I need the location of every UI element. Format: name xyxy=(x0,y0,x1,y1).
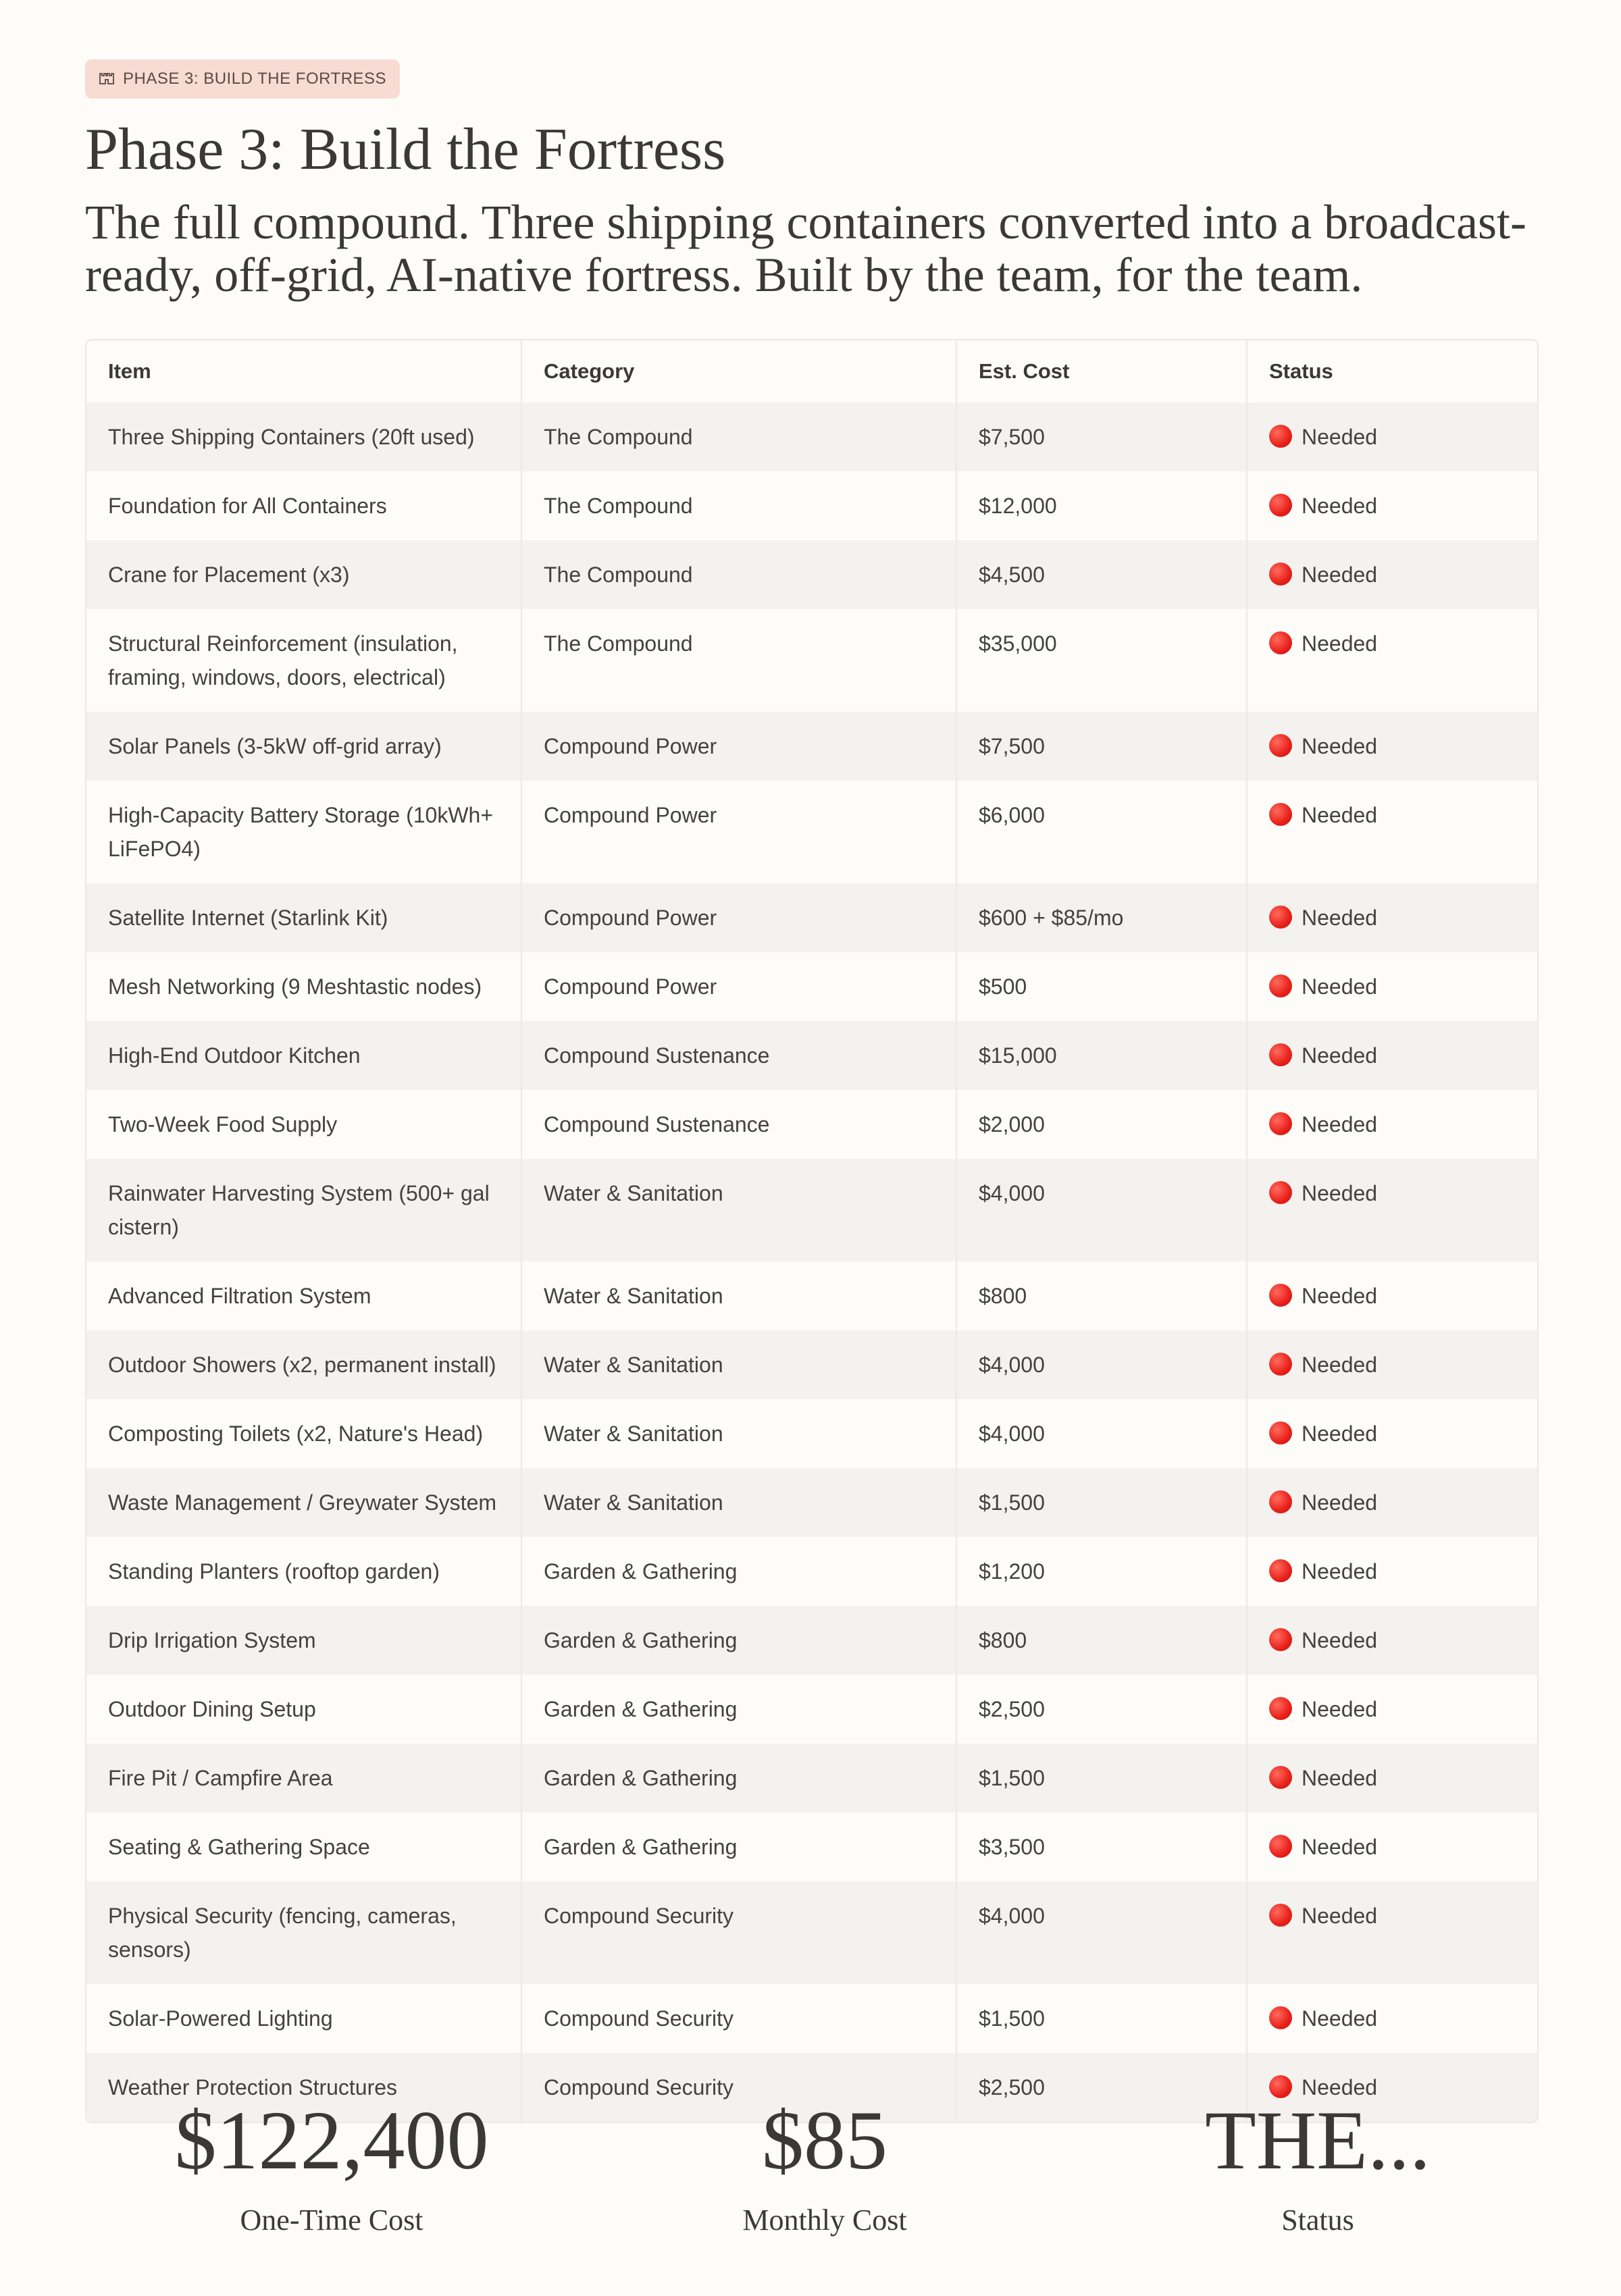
category-cell: Water & Sanitation xyxy=(521,1159,956,1261)
table-row xyxy=(86,1261,1537,1330)
red-circle-icon xyxy=(1269,1112,1292,1135)
status-cell xyxy=(1247,471,1537,540)
badge-label: PHASE 3: BUILD THE FORTRESS xyxy=(123,70,387,88)
status-cell xyxy=(1247,1537,1537,1606)
red-circle-icon xyxy=(1269,1353,1292,1376)
cost-cell: $800 xyxy=(956,1261,1247,1330)
category-cell: Compound Sustenance xyxy=(521,1021,956,1090)
status-label: Needed xyxy=(1302,1835,1378,1859)
status-label: Needed xyxy=(1302,1353,1378,1377)
status-cell xyxy=(1247,540,1537,609)
category-cell: Compound Power xyxy=(521,712,956,781)
status-label: Needed xyxy=(1302,1490,1378,1515)
table-row xyxy=(86,1468,1537,1537)
status-cell xyxy=(1247,1261,1537,1330)
page-subtitle: The full compound. Three shipping containers converted into a broadcast-ready, off-grid, AI-native fortress. Built by the team, for the team. xyxy=(85,195,1527,302)
status-label: Needed xyxy=(1302,2006,1378,2031)
category-cell: Compound Power xyxy=(521,883,956,952)
red-circle-icon xyxy=(1269,1043,1292,1066)
status-label: Needed xyxy=(1302,1697,1378,1721)
item-cell: Waste Management / Greywater System xyxy=(86,1468,521,1537)
cost-cell: $600 + $85/mo xyxy=(956,883,1247,952)
table-row xyxy=(86,1606,1537,1675)
red-circle-icon xyxy=(1269,425,1292,448)
category-cell: Water & Sanitation xyxy=(521,1261,956,1330)
item-cell: Composting Toilets (x2, Nature's Head) xyxy=(108,1421,484,1446)
status-label: Needed xyxy=(1302,906,1378,930)
stat-status xyxy=(1071,2093,1564,2241)
red-circle-icon xyxy=(1269,1421,1292,1444)
status-cell xyxy=(1247,781,1537,883)
status-cell xyxy=(1247,1090,1537,1159)
status-cell xyxy=(1247,1330,1537,1399)
status-label: Needed xyxy=(1302,494,1378,518)
cost-cell: $4,500 xyxy=(956,540,1247,609)
stat-label: Status xyxy=(1281,2203,1354,2237)
category-cell: Garden & Gathering xyxy=(521,1744,956,1812)
cost-table xyxy=(85,339,1539,2123)
red-circle-icon xyxy=(1269,734,1292,757)
item-cell: Satellite Internet (Starlink Kit) xyxy=(86,883,521,952)
status-label: Needed xyxy=(1302,1628,1378,1652)
cost-cell: $500 xyxy=(956,952,1247,1021)
table-row xyxy=(86,1537,1537,1606)
status-cell xyxy=(1247,1675,1537,1744)
cost-cell: $7,500 xyxy=(956,402,1247,471)
status-cell xyxy=(1247,1744,1537,1812)
table-row xyxy=(86,1159,1537,1261)
table-row xyxy=(86,1021,1537,1090)
red-circle-icon xyxy=(1269,1697,1292,1720)
cost-cell: $12,000 xyxy=(956,471,1247,540)
red-circle-icon xyxy=(1269,1766,1292,1789)
status-cell xyxy=(1247,712,1537,781)
item-cell: Weather Protection Structures xyxy=(86,2053,521,2122)
category-cell: Compound Security xyxy=(521,2053,956,2122)
cost-cell: $1,200 xyxy=(956,1537,1247,1606)
red-circle-icon xyxy=(1269,563,1292,585)
category-cell: Compound Power xyxy=(521,781,956,883)
summary-stats xyxy=(85,2093,1564,2241)
phase-badge xyxy=(85,59,400,99)
column-header-category: Category xyxy=(521,340,956,402)
stat-one-time-cost xyxy=(85,2093,578,2241)
table-row xyxy=(86,1984,1537,2053)
cost-cell: $3,500 xyxy=(956,1812,1247,1881)
table-row xyxy=(86,1330,1537,1399)
cost-cell: $7,500 xyxy=(956,712,1247,781)
item-cell: Two-Week Food Supply xyxy=(108,1112,338,1137)
category-cell: Water & Sanitation xyxy=(521,1330,956,1399)
status-label: Needed xyxy=(1302,1766,1378,1790)
table-row xyxy=(86,1399,1537,1468)
item-cell: Physical Security (fencing, cameras, sensors) xyxy=(86,1881,521,1984)
red-circle-icon xyxy=(1269,1904,1292,1927)
item-cell: Solar-Powered Lighting xyxy=(108,2006,333,2031)
status-label: Needed xyxy=(1302,974,1378,999)
table-row xyxy=(86,471,1537,540)
status-label: Needed xyxy=(1302,734,1378,758)
category-cell: Garden & Gathering xyxy=(521,1812,956,1881)
category-cell: Compound Sustenance xyxy=(521,1090,956,1159)
cost-cell: $2,500 xyxy=(956,2053,1247,2122)
table-row xyxy=(86,1881,1537,1984)
cost-cell: $1,500 xyxy=(956,1744,1247,1812)
item-cell: Outdoor Showers (x2, permanent install) xyxy=(86,1330,521,1399)
castle-icon xyxy=(99,70,115,88)
stat-value: THE... xyxy=(1204,2094,1431,2187)
item-cell: Drip Irrigation System xyxy=(86,1606,521,1675)
status-cell xyxy=(1247,952,1537,1021)
status-cell xyxy=(1247,1984,1537,2053)
category-cell: Water & Sanitation xyxy=(521,1468,956,1537)
item-cell: Three Shipping Containers (20ft used) xyxy=(86,402,521,471)
cost-cell: $6,000 xyxy=(956,781,1247,883)
status-label: Needed xyxy=(1302,803,1378,827)
table-row xyxy=(86,883,1537,952)
category-cell: Garden & Gathering xyxy=(521,1675,956,1744)
item-cell: Structural Reinforcement (insulation, framing, windows, doors, electrical) xyxy=(108,631,458,689)
item-cell: High-Capacity Battery Storage (10kWh+ LiFePO4) xyxy=(108,803,494,861)
red-circle-icon xyxy=(1269,1628,1292,1651)
item-cell: Mesh Networking (9 Meshtastic nodes) xyxy=(108,974,482,999)
table-row xyxy=(86,1744,1537,1812)
cost-cell: $1,500 xyxy=(956,1468,1247,1537)
status-cell xyxy=(1247,609,1537,712)
item-cell: Outdoor Dining Setup xyxy=(108,1697,316,1721)
red-circle-icon xyxy=(1269,974,1292,997)
cost-cell: $1,500 xyxy=(956,1984,1247,2053)
red-circle-icon xyxy=(1269,1181,1292,1204)
stat-label: Monthly Cost xyxy=(742,2203,907,2237)
status-label: Needed xyxy=(1302,425,1378,449)
category-cell: Compound Power xyxy=(521,952,956,1021)
category-cell: Water & Sanitation xyxy=(521,1399,956,1468)
item-cell: Fire Pit / Campfire Area xyxy=(86,1744,521,1812)
item-cell: Foundation for All Containers xyxy=(108,494,387,518)
table-row xyxy=(86,540,1537,609)
table-row xyxy=(86,952,1537,1021)
status-cell xyxy=(1247,1812,1537,1881)
column-header-cost: Est. Cost xyxy=(956,340,1247,402)
stat-value: $122,400 xyxy=(174,2094,489,2187)
item-cell: Standing Planters (rooftop garden) xyxy=(108,1559,440,1584)
item-cell: Advanced Filtration System xyxy=(108,1284,371,1308)
table-row xyxy=(86,712,1537,781)
item-cell: Solar Panels (3-5kW off-grid array) xyxy=(86,712,521,781)
item-cell: High-End Outdoor Kitchen xyxy=(86,1021,521,1090)
table-row xyxy=(86,1675,1537,1744)
stat-label: One-Time Cost xyxy=(240,2203,423,2237)
cost-cell: $15,000 xyxy=(956,1021,1247,1090)
cost-cell: $35,000 xyxy=(956,609,1247,712)
table-row xyxy=(86,609,1537,712)
status-label: Needed xyxy=(1302,1284,1378,1308)
red-circle-icon xyxy=(1269,1284,1292,1307)
cost-cell: $4,000 xyxy=(956,1159,1247,1261)
red-circle-icon xyxy=(1269,803,1292,826)
status-cell xyxy=(1247,1606,1537,1675)
status-cell xyxy=(1247,1399,1537,1468)
cost-cell: $4,000 xyxy=(956,1330,1247,1399)
status-label: Needed xyxy=(1302,2075,1378,2099)
category-cell: Garden & Gathering xyxy=(521,1606,956,1675)
red-circle-icon xyxy=(1269,906,1292,929)
stat-monthly-cost xyxy=(578,2093,1071,2241)
table-row xyxy=(86,1812,1537,1881)
category-cell: The Compound xyxy=(521,540,956,609)
cost-cell: $4,000 xyxy=(956,1881,1247,1984)
status-cell xyxy=(1247,1881,1537,1984)
status-cell xyxy=(1247,1021,1537,1090)
table-row xyxy=(86,1090,1537,1159)
cost-cell: $800 xyxy=(956,1606,1247,1675)
status-label: Needed xyxy=(1302,631,1378,656)
status-label: Needed xyxy=(1302,1421,1378,1446)
red-circle-icon xyxy=(1269,2006,1292,2029)
status-label: Needed xyxy=(1302,1559,1378,1584)
category-cell: Garden & Gathering xyxy=(521,1537,956,1606)
status-label: Needed xyxy=(1302,1181,1378,1205)
status-cell xyxy=(1247,883,1537,952)
item-cell: Seating & Gathering Space xyxy=(108,1835,370,1859)
page-title: Phase 3: Build the Fortress xyxy=(85,117,726,182)
category-cell: The Compound xyxy=(521,609,956,712)
red-circle-icon xyxy=(1269,1490,1292,1513)
status-cell xyxy=(1247,1468,1537,1537)
status-cell xyxy=(1247,1159,1537,1261)
stat-value: $85 xyxy=(762,2094,887,2187)
red-circle-icon xyxy=(1269,1559,1292,1582)
status-cell xyxy=(1247,402,1537,471)
red-circle-icon xyxy=(1269,1835,1292,1858)
category-cell: Compound Security xyxy=(521,1881,956,1984)
item-cell: Crane for Placement (x3) xyxy=(86,540,521,609)
table-row xyxy=(86,781,1537,883)
status-label: Needed xyxy=(1302,1904,1378,1928)
red-circle-icon xyxy=(1269,494,1292,517)
table-header-row xyxy=(86,340,1537,402)
status-label: Needed xyxy=(1302,1043,1378,1068)
status-label: Needed xyxy=(1302,563,1378,587)
item-cell: Rainwater Harvesting System (500+ gal cistern) xyxy=(86,1159,521,1261)
cost-cell: $2,500 xyxy=(956,1675,1247,1744)
category-cell: The Compound xyxy=(521,402,956,471)
column-header-status: Status xyxy=(1247,340,1537,402)
status-label: Needed xyxy=(1302,1112,1378,1137)
cost-cell: $2,000 xyxy=(956,1090,1247,1159)
column-header-item: Item xyxy=(108,359,151,383)
table-row xyxy=(86,402,1537,471)
red-circle-icon xyxy=(1269,631,1292,654)
cost-cell: $4,000 xyxy=(956,1399,1247,1468)
category-cell: Compound Security xyxy=(521,1984,956,2053)
category-cell: The Compound xyxy=(521,471,956,540)
